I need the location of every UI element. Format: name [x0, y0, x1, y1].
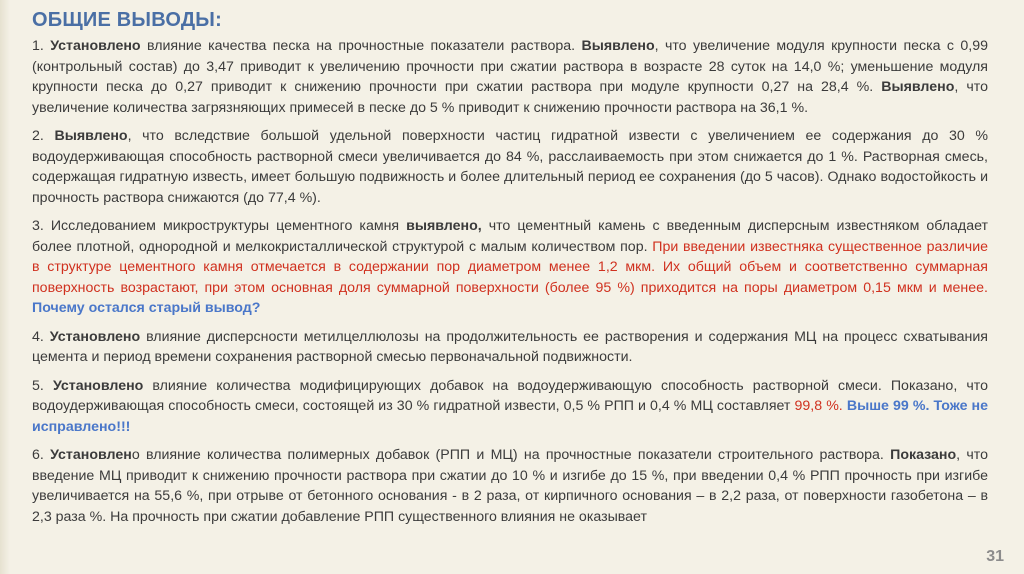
bold-keyword: Установлено — [50, 38, 141, 54]
bold-keyword: Установлен — [50, 447, 132, 463]
text-run: 4. — [32, 328, 50, 345]
bold-keyword: Установлено — [49, 328, 141, 345]
red-highlight-text: 99,8 %. — [794, 398, 843, 414]
text-run: влияние количества модифицирующих добавок на водоудерживающую способность растворной смеси. Показано, что водоудерживающая способность смеси, состоящей из 30 % гидратной извести, 0,5 % РПП и 0,4 % МЦ составляет — [32, 377, 988, 414]
conclusion-2 — [32, 126, 988, 208]
text-run: 1. — [32, 38, 51, 54]
text-run: что цементный камень с введенным дисперсным известняком обладает более плотной, однородной и мелкокристаллической структурой с малым количеством пор. — [32, 218, 988, 255]
slide-edge-shade — [0, 0, 10, 574]
text-run: влияние качества песка на прочностные показатели раствора. — [140, 38, 582, 54]
text-run: о влияние количества полимерных добавок (РПП и МЦ) на прочностные показатели строительного раствора. — [131, 447, 891, 463]
bold-keyword: Установлено — [52, 377, 144, 394]
slide-title: ОБЩИЕ ВЫВОДЫ: — [32, 9, 222, 31]
conclusion-4 — [32, 327, 988, 368]
conclusion-5 — [32, 376, 988, 438]
text-run: , что увеличение количества загрязняющих примесей в песке до 5 % приводит к снижению прочности раствора на 36,1 %. — [32, 79, 988, 116]
text-run: 6. — [32, 447, 51, 463]
blue-comment-text: Почему остался старый вывод? — [32, 300, 261, 316]
text-run: , что введение МЦ приводит к снижению прочности раствора при сжатии до 10 % и изгибе до 15 %, при введении 0,4 % РПП прочность при изгибе увеличивается на 55,6 %, при отрыве от бетонного основания - в 2 раза, от кирпичного основания – в 2,2 раза, от поверхности газобетона – в 2,3 раза %. На прочность при сжатии добавление РПП существенного влияния не оказывает — [32, 447, 988, 525]
red-highlight-text: При введении известняка существенное различие в структуре цементного камня отмечается в содержании пор диаметром менее 1,2 мкм. Их общий объем и соответственно суммарная поверхность возрастают, при этом основная доля суммарной поверхности (более 95 %) приходится на поры диаметром 0,15 мкм и менее. — [32, 238, 989, 296]
bold-keyword: выявлено, — [406, 218, 482, 234]
bold-keyword: Показано — [890, 447, 957, 463]
conclusion-6 — [32, 445, 988, 527]
bold-keyword: Выявлено — [881, 79, 955, 95]
bold-keyword: Выявлено — [581, 38, 655, 54]
text-run: 2. — [32, 128, 55, 144]
bold-keyword: Выявлено — [54, 128, 128, 144]
text-run: 3. Исследованием микроструктуры цементного камня — [32, 218, 407, 234]
text-run: влияние дисперсности метилцеллюлозы на продолжительность ее растворения и содержания МЦ на процесс схватывания цемента и период времени сохранения растворной смесью первоначальной подвижности. — [32, 328, 988, 365]
blue-comment-text: Выше 99 %. Тоже не исправлено!!! — [32, 398, 988, 435]
text-run: 5. — [32, 377, 53, 394]
page-number: 31 — [986, 548, 1004, 565]
slide-body — [32, 36, 988, 535]
conclusion-1 — [32, 36, 988, 118]
conclusion-3 — [32, 216, 988, 319]
text-run: , что вследствие большой удельной поверхности частиц гидратной извести с увеличением ее содержания до 30 % водоудерживающая способность растворной смеси увеличивается до 84 %, расслаиваемость при этом снижается до 1 %. Растворная смесь, содержащая гидратную известь, имеет большую подвижность и более длительный период ее сохранения (до 5 часов). Однако водостойкость и прочность раствора снижаются (до 77,4 %). — [32, 128, 988, 206]
text-run: , что увеличение модуля крупности песка с 0,99 (контрольный состав) до 3,47 приводит к увеличению прочности при сжатии раствора в возрасте 28 суток на 14,0 %; уменьшение модуля крупности песка до 0,27 приводит к снижению прочности при сжатии раствора при модуле крупности 0,27 на 28,4 %. — [32, 38, 988, 95]
